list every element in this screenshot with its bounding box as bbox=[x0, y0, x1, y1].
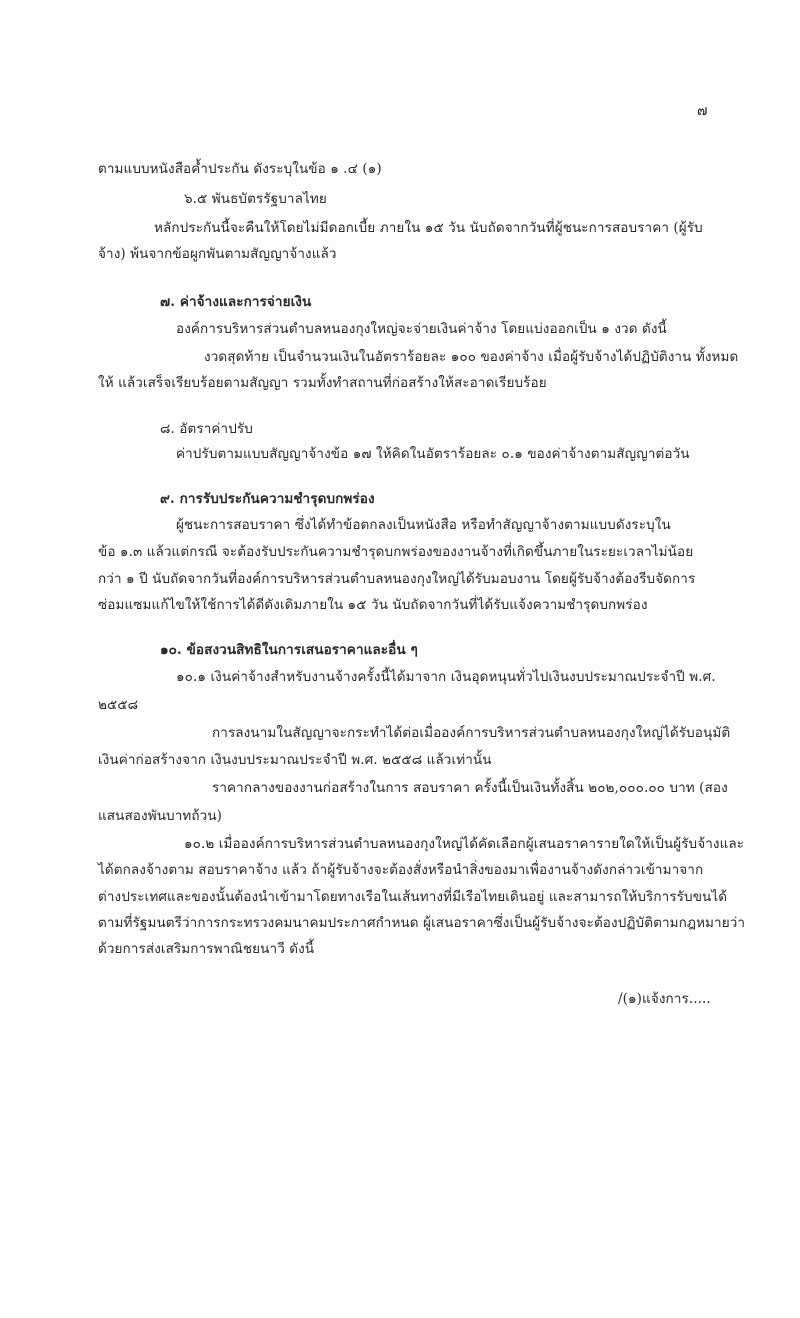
text-line: ตามแบบหนังสือค้ำประกัน ดังระบุในข้อ ๑ .๔ (๑) bbox=[98, 161, 382, 177]
text-line: เงินค่าก่อสร้างจาก เงินงบประมาณประจำปี พ.ศ. ๒๕๕๘ แล้วเท่านั้น bbox=[98, 752, 492, 768]
text-line: องค์การบริหารส่วนตำบลหนองกุงใหญ่จะจ่ายเงินค่าจ้าง โดยแบ่งออกเป็น ๑ งวด ดังนี้ bbox=[176, 321, 667, 337]
text-line: ซ่อมแซมแก้ไขให้ใช้การได้ดีดังเดิมภายใน ๑๕ วัน นับถัดจากวันที่ได้รับแจ้งความชำรุดบกพร่อง bbox=[98, 597, 648, 613]
text-line: ด้วยการส่งเสริมการพาณิชยนาวี ดังนี้ bbox=[98, 941, 315, 957]
text-line: กว่า ๑ ปี นับถัดจากวันที่องค์การบริหารส่วนตำบลหนองกุงใหญ่ได้รับมอบงาน โดยผู้รับจ้างต้องรีบจัดการ bbox=[98, 571, 696, 587]
text-line: หลักประกันนี้จะคืนให้โดยไม่มีดอกเบี้ย ภายใน ๑๕ วัน นับถัดจากวันที่ผู้ชนะการสอบราคา (ผู้รับ bbox=[154, 220, 703, 236]
page-number: ๗ bbox=[697, 103, 708, 119]
scanned-sheet bbox=[8, 8, 792, 1098]
text-line: ตามที่รัฐมนตรีว่าการกระทรวงคมนาคมประกาศกำหนด ผู้เสนอราคาซึ่งเป็นผู้รับจ้างจะต้องปฏิบัติตามกฎหมายว่า bbox=[98, 915, 746, 931]
text-line: ๑๐.๒ เมื่อองค์การบริหารส่วนตำบลหนองกุงใหญ่ได้คัดเลือกผู้เสนอราคารายใดให้เป็นผู้รับจ้างและ bbox=[184, 836, 745, 852]
text-line: ๖.๕ พันธบัตรรัฐบาลไทย bbox=[184, 191, 327, 207]
continuation-note: /(๑)แจ้งการ..... bbox=[618, 991, 711, 1007]
section-heading: ๗. ค่าจ้างและการจ่ายเงิน bbox=[160, 294, 312, 310]
text-line: การลงนามในสัญญาจะกระทำได้ต่อเมื่อองค์การบริหารส่วนตำบลหนองกุงใหญ่ได้รับอนุมัติ bbox=[212, 725, 731, 741]
text-line: ให้ แล้วเสร็จเรียบร้อยตามสัญญา รวมทั้งทำสถานที่ก่อสร้างให้สะอาดเรียบร้อย bbox=[98, 375, 547, 391]
text-line: ค่าปรับตามแบบสัญญาจ้างข้อ ๑๗ ให้คิดในอัตราร้อยละ ๐.๑ ของค่าจ้างตามสัญญาต่อวัน bbox=[176, 446, 690, 462]
text-line: ต่างประเทศและของนั้นต้องนำเข้ามาโดยทางเรือในเส้นทางที่มีเรือไทยเดินอยู่ และสามารถให้บริการรับขนได้ bbox=[98, 889, 728, 905]
text-line: งวดสุดท้าย เป็นจำนวนเงินในอัตราร้อยละ ๑๐๐ ของค่าจ้าง เมื่อผู้รับจ้างได้ปฏิบัติงาน ทั้งหมด bbox=[204, 349, 739, 365]
text-line: แสนสองพันบาทถ้วน) bbox=[98, 808, 223, 824]
text-line: จ้าง) พ้นจากข้อผูกพันตามสัญญาจ้างแล้ว bbox=[98, 246, 337, 262]
text-line: ๒๕๕๘ bbox=[98, 697, 139, 713]
text-line: ได้ตกลงจ้างตาม สอบราคาจ้าง แล้ว ถ้าผู้รับจ้างจะต้องสั่งหรือนำสิ่งของมาเพื่องานจ้างดังกล่าวเข้ามาจาก bbox=[98, 862, 704, 878]
section-heading: ๙. การรับประกันความชำรุดบกพร่อง bbox=[160, 491, 375, 507]
section-heading: ๑๐. ข้อสงวนสิทธิในการเสนอราคาและอื่น ๆ bbox=[160, 642, 418, 658]
section-heading: ๘. อัตราค่าปรับ bbox=[160, 421, 253, 437]
text-line: ราคากลางของงานก่อสร้างในการ สอบราคา ครั้งนี้เป็นเงินทั้งสิ้น ๒๐๒,๐๐๐.๐๐ บาท (สอง bbox=[212, 780, 728, 796]
text-line: ผู้ชนะการสอบราคา ซึ่งได้ทำข้อตกลงเป็นหนังสือ หรือทำสัญญาจ้างตามแบบดังระบุใน bbox=[176, 517, 671, 533]
text-line: ๑๐.๑ เงินค่าจ้างสำหรับงานจ้างครั้งนี้ได้มาจาก เงินอุดหนุนทั่วไปเงินงบประมาณประจำปี พ.ศ. bbox=[176, 669, 716, 685]
text-line: ข้อ ๑.๓ แล้วแต่กรณี จะต้องรับประกันความชำรุดบกพร่องของงานจ้างที่เกิดขึ้นภายในระยะเวลาไม่น้อย bbox=[98, 544, 694, 560]
